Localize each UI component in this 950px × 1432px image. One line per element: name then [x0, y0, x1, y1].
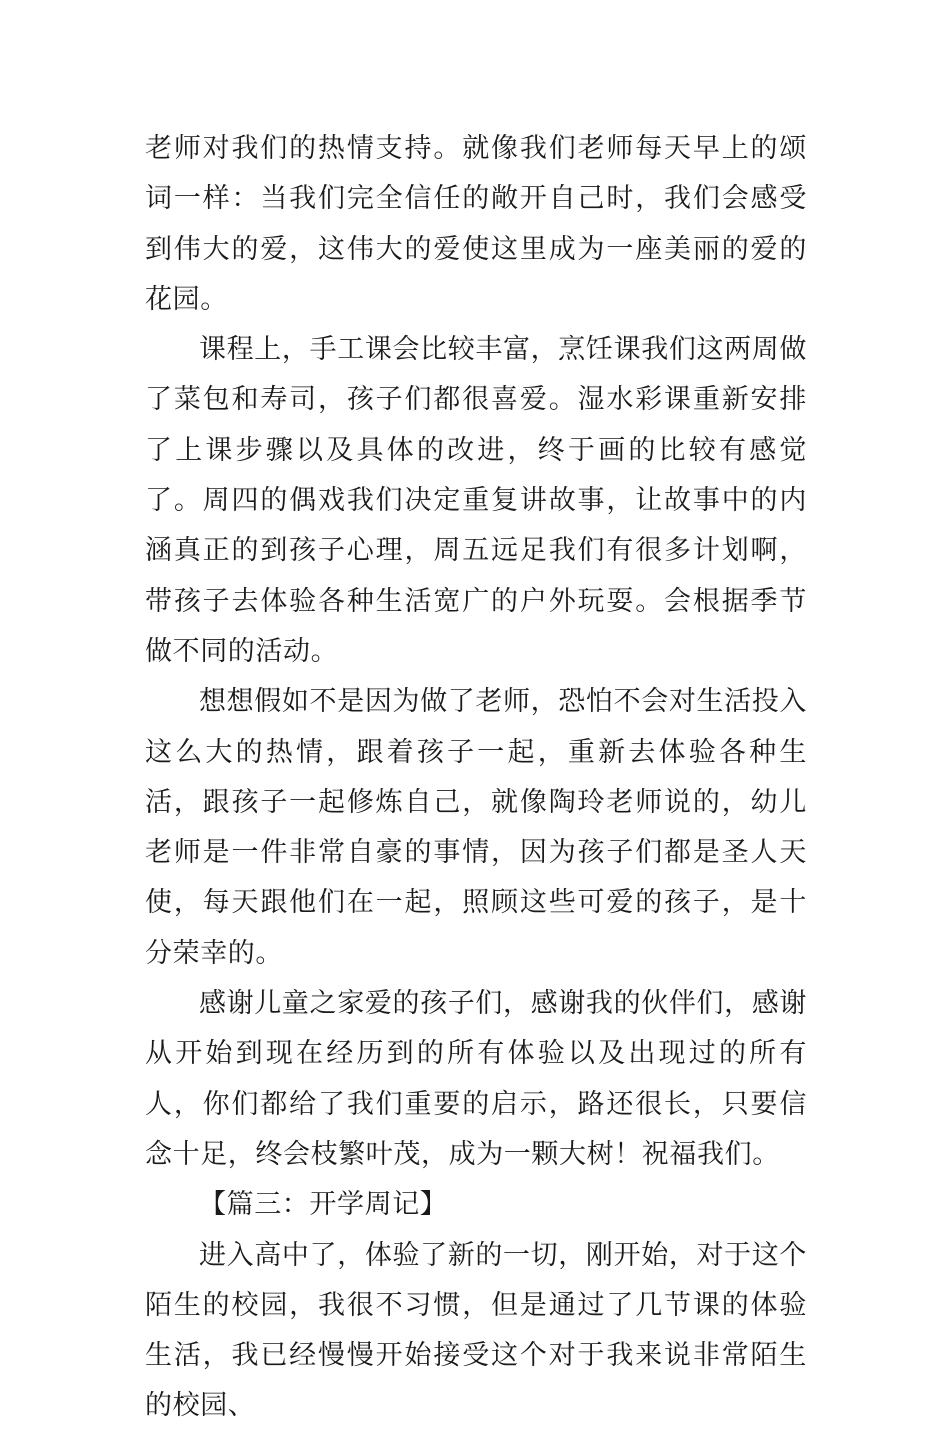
- document-body: [145, 124, 807, 1432]
- paragraph-1: 老师对我们的热情支持。就像我们老师每天早上的颂词一样：当我们完全信任的敞开自己时，我们会感受到伟大的爱，这伟大的爱使这里成为一座美丽的爱的花园。: [145, 133, 807, 315]
- paragraph-5: 进入高中了，体验了新的一切，刚开始，对于这个陌生的校园，我很不习惯，但是通过了几节课的体验生活，我已经慢慢开始接受这个对于我来说非常陌生的校园、: [145, 1239, 807, 1422]
- paragraph-4: 感谢儿童之家爱的孩子们，感谢我的伙伴们，感谢从开始到现在经历到的所有体验以及出现过的所有人，你们都给了我们重要的启示，路还很长，只要信念十足，终会枝繁叶茂，成为一颗大树！祝福我们。: [145, 988, 807, 1170]
- paragraph-2: 课程上，手工课会比较丰富，烹饪课我们这两周做了菜包和寿司，孩子们都很喜爱。湿水彩课重新安排了上课步骤以及具体的改进，终于画的比较有感觉了。周四的偶戏我们决定重复讲故事，让故事中的内涵真正的到孩子心理，周五远足我们有很多计划啊，带孩子去体验各种生活宽广的户外玩耍。会根据季节做不同的活动。: [145, 334, 807, 667]
- section-heading: 【篇三：开学周记】: [199, 1189, 448, 1221]
- paragraph-3: 想想假如不是因为做了老师，恐怕不会对生活投入这么大的热情，跟着孩子一起，重新去体验各种生活，跟孩子一起修炼自己，就像陶玲老师说的，幼儿老师是一件非常自豪的事情，因为孩子们都是圣人天使，每天跟他们在一起，照顾这些可爱的孩子，是十分荣幸的。: [145, 686, 807, 969]
